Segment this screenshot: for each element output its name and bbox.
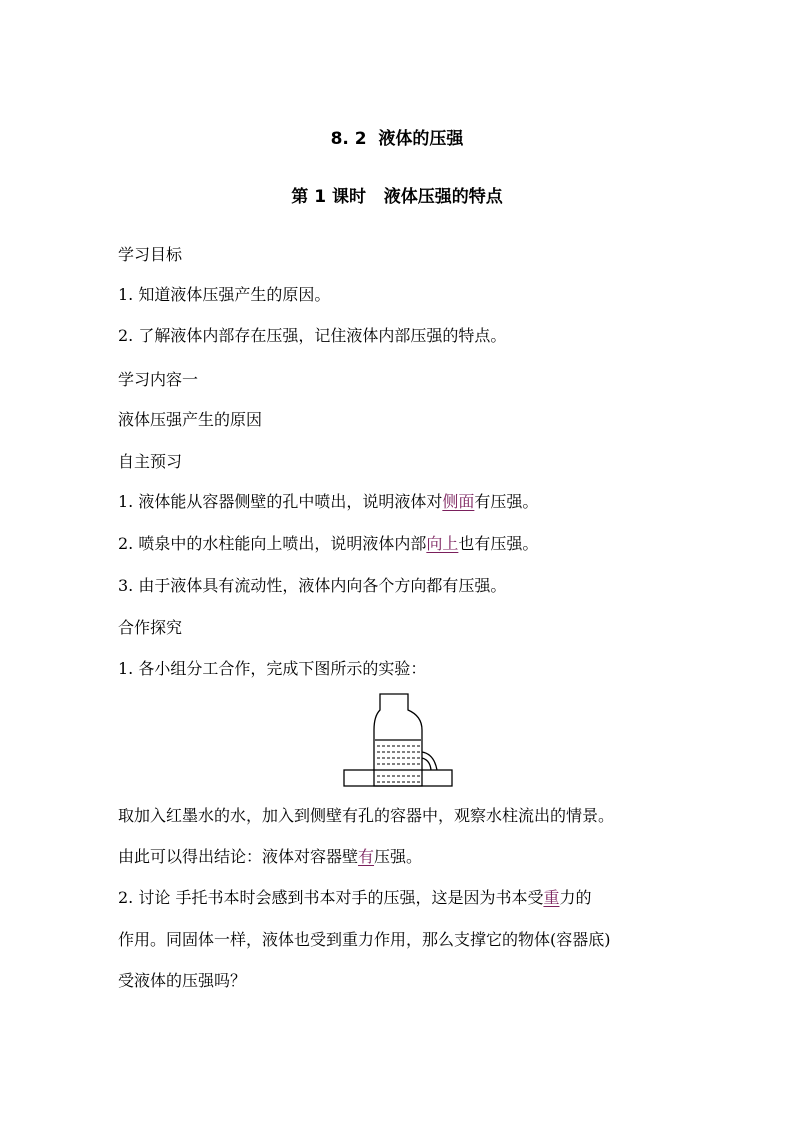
question-1-text: 1. 液体能从容器侧壁的孔中喷出，说明液体对 (118, 492, 443, 511)
question-2 (118, 534, 538, 554)
content-heading: 学习内容一 (118, 370, 199, 389)
section-title: 8. 2 液体的压强 (330, 129, 464, 149)
explore-heading: 合作探究 (118, 618, 183, 637)
content-topic: 液体压强产生的原因 (118, 410, 263, 429)
goals-heading: 学习目标 (118, 245, 183, 264)
goal-2: 2. 了解液体内部存在压强，记住液体内部压强的特点。 (118, 326, 507, 345)
question-3: 3. 由于液体具有流动性，液体内向各个方向都有压强。 (118, 576, 507, 595)
question-1-tail: 有压强。 (474, 492, 539, 511)
experiment-description-text: 取加入红墨水的水，加入到侧壁有孔的容器中，观察水柱流出的情景。 (118, 806, 615, 825)
question-2-tail: 也有压强。 (458, 534, 539, 553)
experiment-description (118, 806, 678, 826)
explore-item-2 (118, 888, 591, 908)
discussion-tail: 力的 (559, 888, 592, 907)
explore-item-1: 1. 各小组分工合作，完成下图所示的实验： (118, 659, 427, 678)
question-2-answer: 向上 (426, 534, 459, 553)
conclusion-tail: 压强。 (374, 847, 423, 866)
experiment-figure (342, 692, 454, 788)
question-1-answer: 侧面 (442, 492, 475, 511)
question-1 (118, 492, 538, 512)
lesson-title: 第 1 课时 液体压强的特点 (291, 187, 503, 207)
water-jet-upper (422, 752, 437, 770)
discussion-answer: 重 (543, 888, 560, 907)
discussion-text: 2. 讨论 手托书本时会感到书本对手的压强，这是因为书本受 (118, 888, 544, 907)
experiment-conclusion (118, 847, 422, 867)
goal-1: 1. 知道液体压强产生的原因。 (118, 285, 331, 304)
preview-heading: 自主预习 (118, 452, 183, 471)
water-jet-lower (422, 758, 431, 770)
conclusion-text: 由此可以得出结论：液体对容器壁 (118, 847, 359, 866)
question-2-text: 2. 喷泉中的水柱能向上喷出，说明液体内部 (118, 534, 427, 553)
base-plate (344, 770, 452, 786)
liquid-hatching (377, 746, 420, 782)
conclusion-answer: 有 (358, 847, 375, 866)
discussion-line-3: 受液体的压强吗？ (118, 971, 247, 990)
discussion-line-2: 作用。同固体一样，液体也受到重力作用，那么支撑它的物体(容器底) (118, 930, 611, 949)
